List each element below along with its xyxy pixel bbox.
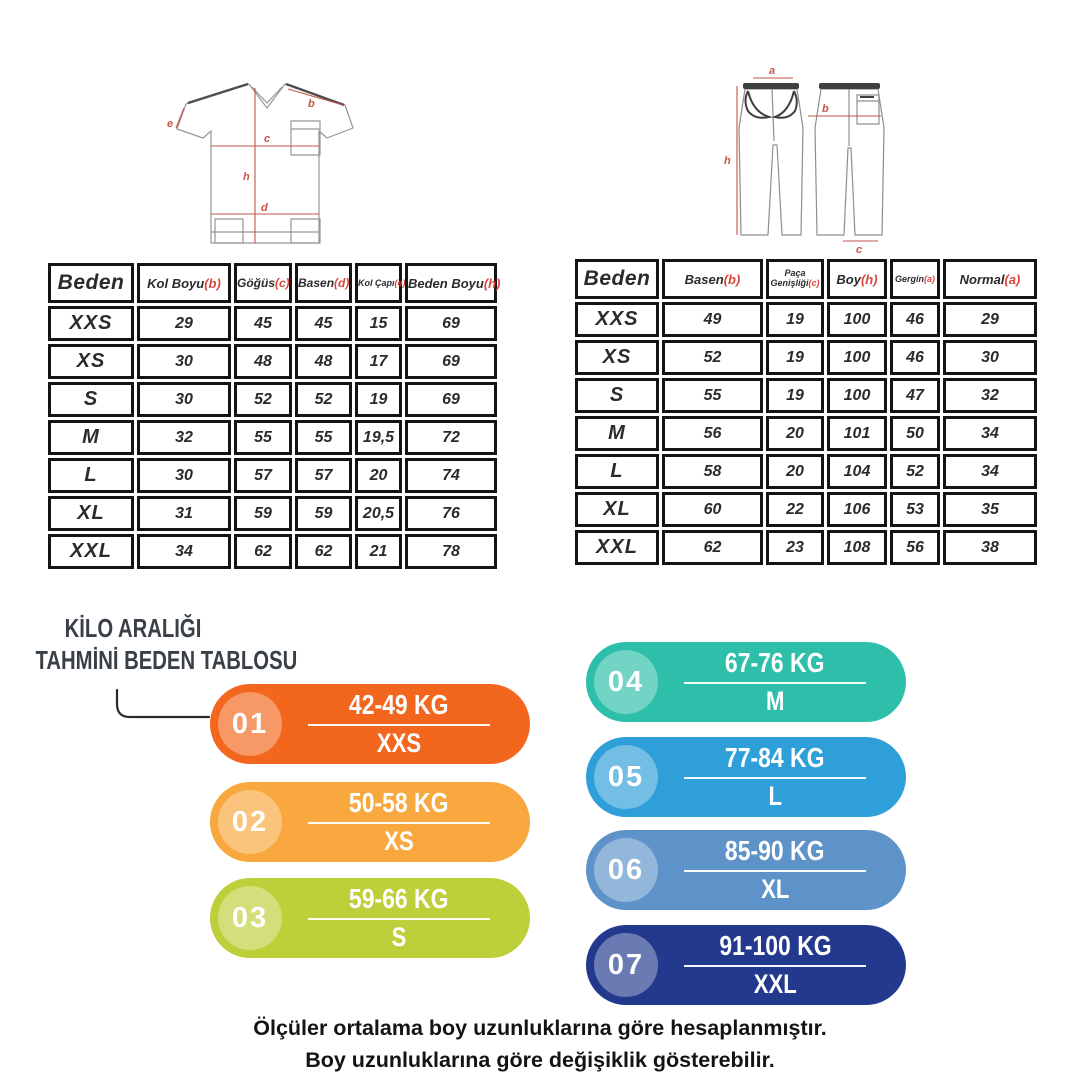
measurement-cell: 45 — [295, 306, 352, 341]
column-header: Beden Boyu(h) — [405, 263, 497, 303]
measurement-cell: 69 — [405, 344, 497, 379]
measurement-cell: 21 — [355, 534, 402, 569]
measurement-cell: 49 — [662, 302, 763, 337]
table-row — [575, 416, 1037, 451]
measurement-cell: 20 — [355, 458, 402, 493]
table-row — [48, 306, 497, 341]
measurement-cell: 59 — [295, 496, 352, 531]
pill-text — [658, 743, 892, 811]
measurement-cell: 53 — [890, 492, 940, 527]
table-row — [48, 420, 497, 455]
pill-size-label: S — [391, 921, 407, 952]
pill-weight-range: 77-84 KG — [725, 741, 825, 773]
weight-pill-01 — [210, 684, 530, 764]
pill-size-label: XXL — [753, 968, 797, 999]
table-row — [48, 344, 497, 379]
measurement-cell: 48 — [234, 344, 292, 379]
pill-number-badge: 01 — [218, 692, 282, 756]
column-header: Basen(d) — [295, 263, 352, 303]
column-header: Basen(b) — [662, 259, 763, 299]
pill-text — [282, 884, 516, 952]
pill-weight-range: 85-90 KG — [725, 834, 825, 866]
pill-divider-line — [684, 777, 866, 779]
shirt-label-h: h — [243, 171, 250, 183]
pill-weight-range: 91-100 KG — [718, 929, 832, 961]
measurement-cell: 19 — [766, 302, 824, 337]
pill-size-label: XS — [384, 825, 414, 856]
pants-label-b: b — [822, 103, 829, 115]
measurement-cell: 52 — [234, 382, 292, 417]
pill-text — [658, 836, 892, 904]
measurement-cell: 56 — [662, 416, 763, 451]
pill-text — [658, 931, 892, 999]
pill-weight-range: 42-49 KG — [349, 688, 449, 720]
pill-divider-line — [308, 918, 490, 920]
size-cell: XL — [575, 492, 659, 527]
measurement-cell: 34 — [943, 416, 1037, 451]
measurement-cell: 57 — [234, 458, 292, 493]
weight-pill-06 — [586, 830, 906, 910]
measurement-cell: 32 — [137, 420, 231, 455]
pill-divider-line — [684, 682, 866, 684]
measurement-cell: 58 — [662, 454, 763, 489]
weight-title-line1: KİLO ARALIĞI — [64, 613, 202, 643]
pill-size-label: L — [768, 780, 782, 811]
measurement-cell: 19,5 — [355, 420, 402, 455]
measurement-cell: 55 — [662, 378, 763, 413]
measurement-cell: 106 — [827, 492, 887, 527]
table-row — [575, 530, 1037, 565]
column-header: Gergin(a) — [890, 259, 940, 299]
pill-weight-range: 59-66 KG — [349, 882, 449, 914]
measurement-cell: 69 — [405, 382, 497, 417]
pants-size-table — [572, 256, 1040, 568]
measurement-cell: 30 — [137, 382, 231, 417]
measurement-cell: 30 — [137, 458, 231, 493]
scrub-pants-diagram — [698, 48, 924, 266]
pants-label-h: h — [724, 155, 731, 167]
shirt-label-e: e — [167, 118, 174, 130]
size-cell: M — [48, 420, 134, 455]
size-cell: XL — [48, 496, 134, 531]
measurement-cell: 46 — [890, 302, 940, 337]
pill-number-badge: 02 — [218, 790, 282, 854]
footer-line2: Boy uzunluklarına göre değişiklik gösterebilir. — [305, 1048, 775, 1073]
table-row — [48, 496, 497, 531]
measurement-cell: 15 — [355, 306, 402, 341]
waistbands — [743, 83, 880, 89]
measurement-cell: 35 — [943, 492, 1037, 527]
measurement-cell: 56 — [890, 530, 940, 565]
table-row — [48, 382, 497, 417]
pill-number-badge: 04 — [594, 650, 658, 714]
pill-size-label: XL — [760, 873, 790, 904]
size-cell: XXS — [48, 306, 134, 341]
column-header: Kol Boyu(b) — [137, 263, 231, 303]
shirt-label-c: c — [264, 133, 271, 145]
pill-size-label: XXS — [376, 727, 422, 758]
column-header: Beden — [48, 263, 134, 303]
measurement-cell: 19 — [766, 378, 824, 413]
weight-pill-05 — [586, 737, 906, 817]
measurement-cell: 62 — [662, 530, 763, 565]
pill-divider-line — [684, 870, 866, 872]
size-cell: XXS — [575, 302, 659, 337]
table-row — [48, 534, 497, 569]
pill-number-badge: 06 — [594, 838, 658, 902]
measurement-cell: 104 — [827, 454, 887, 489]
size-cell: XXL — [575, 530, 659, 565]
column-header: Kol Çapı(e) — [355, 263, 402, 303]
size-cell: S — [575, 378, 659, 413]
measurement-cell: 78 — [405, 534, 497, 569]
table-row — [575, 492, 1037, 527]
measurement-cell: 19 — [355, 382, 402, 417]
measurement-cell: 19 — [766, 340, 824, 375]
measurement-cell: 20 — [766, 416, 824, 451]
weight-pill-04 — [586, 642, 906, 722]
measurement-cell: 20 — [766, 454, 824, 489]
pill-weight-range: 67-76 KG — [725, 646, 825, 678]
shirt-label-d: d — [261, 202, 268, 214]
pants-label-a: a — [769, 65, 776, 77]
measurement-cell: 52 — [662, 340, 763, 375]
table-row — [575, 302, 1037, 337]
shirt-label-b: b — [308, 98, 315, 110]
measurement-cell: 17 — [355, 344, 402, 379]
pants-label-c: c — [856, 244, 863, 256]
measurement-cell: 52 — [295, 382, 352, 417]
measurement-cell: 29 — [943, 302, 1037, 337]
measurement-cell: 47 — [890, 378, 940, 413]
measurement-cell: 30 — [943, 340, 1037, 375]
measurement-cell: 50 — [890, 416, 940, 451]
measurement-cell: 62 — [295, 534, 352, 569]
measurement-cell: 22 — [766, 492, 824, 527]
column-header: Beden — [575, 259, 659, 299]
title-connector-line — [105, 690, 217, 724]
measurement-cell: 30 — [137, 344, 231, 379]
measurement-cell: 59 — [234, 496, 292, 531]
weight-pill-02 — [210, 782, 530, 862]
size-cell: M — [575, 416, 659, 451]
column-header: Normal(a) — [943, 259, 1037, 299]
weight-pill-07 — [586, 925, 906, 1005]
pill-divider-line — [308, 822, 490, 824]
table-row — [48, 458, 497, 493]
scrub-top-diagram — [148, 62, 400, 260]
weight-table-title — [35, 613, 298, 676]
pill-number-badge: 03 — [218, 886, 282, 950]
measurement-cell: 29 — [137, 306, 231, 341]
pill-divider-line — [308, 724, 490, 726]
column-header: Boy(h) — [827, 259, 887, 299]
measurement-cell: 101 — [827, 416, 887, 451]
measurement-cell: 34 — [943, 454, 1037, 489]
column-header: Paça Genişliği(c) — [766, 259, 824, 299]
measurement-cell: 72 — [405, 420, 497, 455]
size-cell: XS — [575, 340, 659, 375]
size-cell: XXL — [48, 534, 134, 569]
measurement-cell: 23 — [766, 530, 824, 565]
pill-size-label: M — [765, 685, 785, 716]
measurement-cell: 74 — [405, 458, 497, 493]
measurement-cell: 55 — [234, 420, 292, 455]
measurement-cell: 20,5 — [355, 496, 402, 531]
pill-number-badge: 07 — [594, 933, 658, 997]
measurement-cell: 100 — [827, 340, 887, 375]
pill-weight-range: 50-58 KG — [349, 786, 449, 818]
pill-text — [658, 648, 892, 716]
pill-text — [282, 788, 516, 856]
table-row — [575, 454, 1037, 489]
measurement-lines — [176, 88, 343, 243]
weight-pill-03 — [210, 878, 530, 958]
measurement-cell: 60 — [662, 492, 763, 527]
measurement-cell: 100 — [827, 378, 887, 413]
measurement-cell: 62 — [234, 534, 292, 569]
size-cell: L — [48, 458, 134, 493]
measurement-cell: 32 — [943, 378, 1037, 413]
measurement-cell: 55 — [295, 420, 352, 455]
measurement-cell: 69 — [405, 306, 497, 341]
measurement-cell: 52 — [890, 454, 940, 489]
measurement-lines — [737, 78, 881, 241]
measurement-cell: 48 — [295, 344, 352, 379]
measurement-cell: 46 — [890, 340, 940, 375]
measurement-cell: 100 — [827, 302, 887, 337]
size-cell: L — [575, 454, 659, 489]
footer-note — [0, 1012, 1080, 1077]
measurement-cell: 38 — [943, 530, 1037, 565]
measurement-cell: 76 — [405, 496, 497, 531]
measurement-cell: 31 — [137, 496, 231, 531]
pill-text — [282, 690, 516, 758]
front-pockets — [746, 91, 875, 118]
size-cell: XS — [48, 344, 134, 379]
pill-divider-line — [684, 965, 866, 967]
top-size-table — [45, 260, 500, 572]
measurement-cell: 45 — [234, 306, 292, 341]
measurement-cell: 108 — [827, 530, 887, 565]
measurement-cell: 34 — [137, 534, 231, 569]
size-cell: S — [48, 382, 134, 417]
measurement-cell: 57 — [295, 458, 352, 493]
table-row — [575, 340, 1037, 375]
column-header: Göğüs(c) — [234, 263, 292, 303]
pill-number-badge: 05 — [594, 745, 658, 809]
table-row — [575, 378, 1037, 413]
footer-line1: Ölçüler ortalama boy uzunluklarına göre hesaplanmıştır. — [253, 1016, 827, 1040]
weight-title-line2: TAHMİNİ BEDEN TABLOSU — [35, 644, 298, 675]
